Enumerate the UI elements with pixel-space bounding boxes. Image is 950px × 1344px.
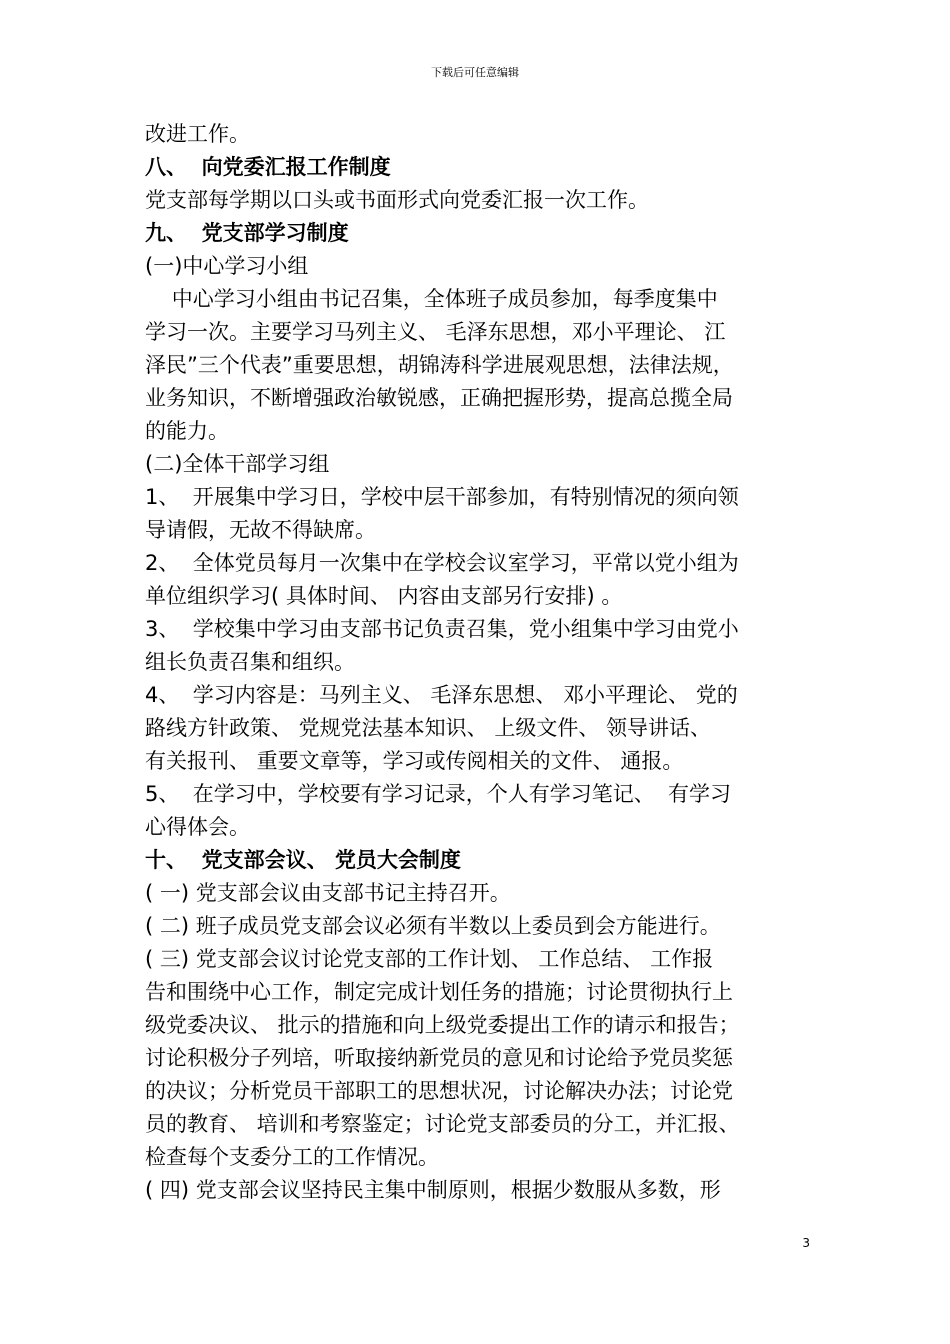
- page-number: 3: [802, 1236, 810, 1250]
- text-line: ( 一) 党支部会议由支部书记主持召开。: [145, 881, 511, 905]
- text-line: (一)中心学习小组: [145, 254, 309, 278]
- text-line: 业务知识，不断增强政治敏锐感，正确把握形势，提高总揽全局: [145, 386, 733, 410]
- text-line: 导请假，无故不得缺席。: [145, 518, 376, 542]
- text-line: 检查每个支委分工的工作情况。: [145, 1145, 439, 1169]
- text-line: (二)全体干部学习组: [145, 452, 330, 476]
- text-line: 党支部每学期以口头或书面形式向党委汇报一次工作。: [145, 188, 649, 212]
- text-line: 讨论积极分子列培，听取接纳新党员的意见和讨论给予党员奖惩: [145, 1046, 733, 1070]
- text-line: 告和围绕中心工作，制定完成计划任务的措施；讨论贯彻执行上: [145, 980, 733, 1004]
- text-line: 路线方针政策、 党规党法基本知识、 上级文件、 领导讲话、: [145, 716, 712, 740]
- section-heading: 九、 党支部学习制度: [145, 221, 349, 245]
- text-line: 泽民”三个代表”重要思想，胡锦涛科学进展观思想，法律法规，: [145, 353, 734, 377]
- section-heading: 八、 向党委汇报工作制度: [145, 155, 391, 179]
- text-line: 学习一次。主要学习马列主义、 毛泽东思想，邓小平理论、 江: [145, 320, 726, 344]
- text-line: 1、 开展集中学习日，学校中层干部参加，有特别情况的须向领: [145, 485, 739, 509]
- text-line: 4、 学习内容是：马列主义、 毛泽东思想、 邓小平理论、 党的: [145, 683, 738, 707]
- text-line: 3、 学校集中学习由支部书记负责召集，党小组集中学习由党小: [145, 617, 739, 641]
- page-header-note: 下载后可任意编辑: [431, 66, 519, 79]
- text-line: 单位组织学习( 具体时间、 内容由支部另行安排) 。: [145, 584, 623, 608]
- text-line: 员的教育、 培训和考察鉴定；讨论党支部委员的分工，并汇报、: [145, 1112, 740, 1136]
- text-line: 组长负责召集和组织。: [145, 650, 355, 674]
- text-line: 的能力。: [145, 419, 229, 443]
- document-body: [145, 118, 810, 1207]
- text-line: 的决议；分析党员干部职工的思想状况，讨论解决办法；讨论党: [145, 1079, 733, 1103]
- text-line: ( 四) 党支部会议坚持民主集中制原则，根据少数服从多数，形: [145, 1178, 721, 1202]
- text-line: 2、 全体党员每月一次集中在学校会议室学习，平常以党小组为: [145, 551, 739, 575]
- section-heading: 十、 党支部会议、 党员大会制度: [145, 848, 461, 872]
- text-line: 心得体会。: [145, 815, 250, 839]
- text-line: 级党委决议、 批示的措施和向上级党委提出工作的请示和报告；: [145, 1013, 740, 1037]
- text-line: 5、 在学习中，学校要有学习记录，个人有学习笔记、 有学习: [145, 782, 732, 806]
- text-line: 中心学习小组由书记召集，全体班子成员参加，每季度集中: [145, 287, 718, 311]
- text-line: ( 三) 党支部会议讨论党支部的工作计划、 工作总结、 工作报: [145, 947, 714, 971]
- text-line: 改进工作。: [145, 122, 250, 146]
- text-line: ( 二) 班子成员党支部会议必须有半数以上委员到会方能进行。: [145, 914, 721, 938]
- text-line: 有关报刊、 重要文章等，学习或传阅相关的文件、 通报。: [145, 749, 684, 773]
